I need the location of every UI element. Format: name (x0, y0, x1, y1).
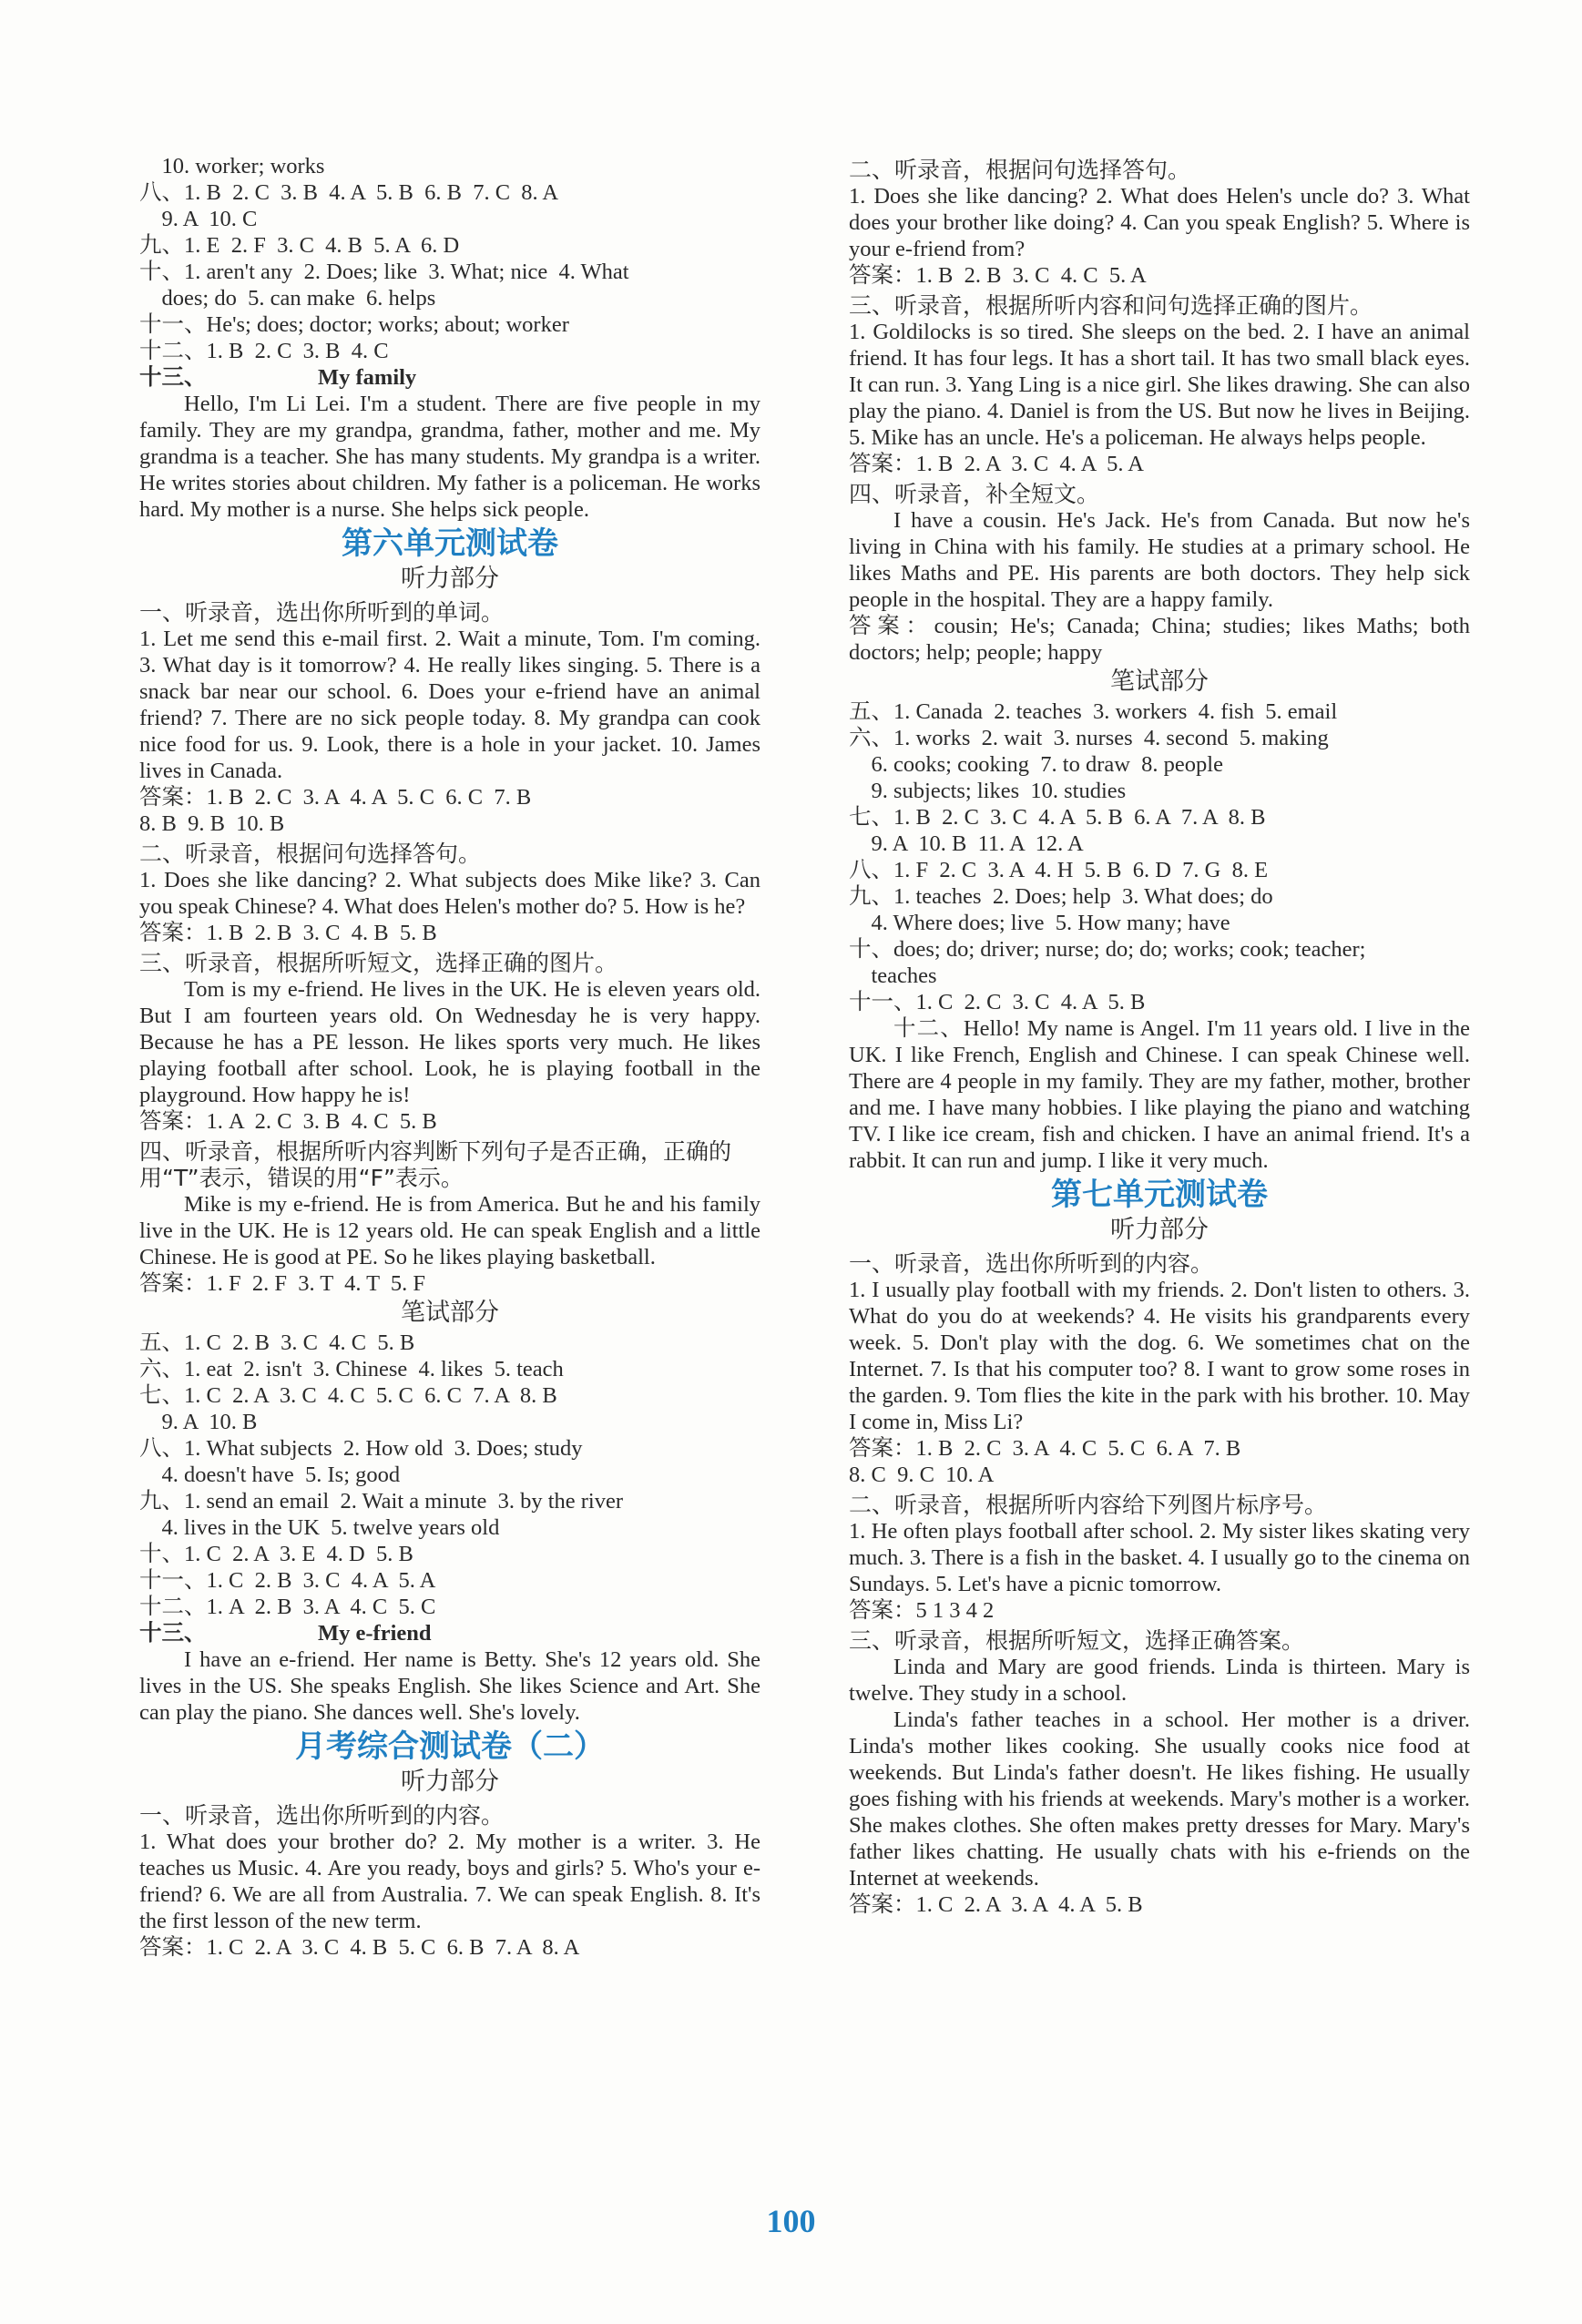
answer-line: 九、1. teaches 2. Does; help 3. What does; do (849, 884, 1273, 909)
answer-line: 答案：1. B 2. A 3. C 4. A 5. A (849, 452, 1145, 476)
unit-title: 第七单元测试卷 (1051, 1177, 1268, 1213)
passage: Tom is my e-friend. He lives in the UK. He is eleven years old. But I am fourteen years old. On Wednesday he is very happy. Because he has a PE lesson. He likes sports very much. He likes playing football after school. Look, he is playing football in the playground. How happy he is! (139, 977, 760, 1107)
section-heading: 一、听录音，选出你所听到的内容。 (849, 1250, 1214, 1277)
answer-line: 十、1. aren't any 2. Does; like 3. What; nice 4. What (139, 260, 629, 284)
section-heading: 三、听录音，根据所听短文，选择正确的图片。 (139, 950, 618, 976)
answer-line: 十二、1. A 2. B 3. A 4. C 5. C (139, 1595, 436, 1619)
passage: Hello, I'm Li Lei. I'm a student. There are five people in my family. They are my grandpa, grandma, father, mother and me. My grandma is a teacher. She has many students. My grandpa is a writer. He writes stories about children. My father is a policeman. He works hard. My mother is a nurse. She helps sick people. (139, 392, 760, 522)
answer-line: 十一、1. C 2. C 3. C 4. A 5. B (849, 990, 1146, 1014)
answer-line: 4. doesn't have 5. Is; good (139, 1463, 401, 1487)
unit-title: 月考综合测试卷（二） (295, 1728, 605, 1765)
right-column (849, 153, 1470, 1918)
section-heading: 四、听录音，根据所听内容判断下列句子是否正确，正确的用“T”表示，错误的用“F”表示。 (139, 1138, 732, 1191)
answer-line: 6. cooks; cooking 7. to draw 8. people (849, 752, 1223, 777)
answer-line: 十二、1. B 2. C 3. B 4. C (139, 339, 389, 363)
section-heading: 四、听录音，补全短文。 (849, 481, 1100, 507)
answer-line: 答案：1. B 2. B 3. C 4. B 5. B (139, 921, 437, 945)
essay-title: 十三、 My family (139, 365, 417, 390)
listening-script: 1. What does your brother do? 2. My mother is a writer. 3. He teaches us Music. 4. Are you ready, boys and girls? 5. Who's your e-friend? 6. We are all from Australia. 7. We can speak English. 8. It's the first lesson of the new term. (139, 1830, 760, 1933)
passage: 十二、Hello! My name is Angel. I'm 11 years old. I live in the UK. I like French, English and Chinese. I can speak Chinese well. There are 4 people in my family. They are my father, mother, brother and me. I have many hobbies. I like playing the piano and watching TV. I like ice cream, fish and chicken. I have an animal friend. It's a rabbit. It can run and jump. I like it very much. (849, 1016, 1470, 1173)
answer-line: 八、1. B 2. C 3. B 4. A 5. B 6. B 7. C 8. A (139, 180, 559, 205)
answer-line: 九、1. send an email 2. Wait a minute 3. by the river (139, 1489, 624, 1514)
section-heading: 一、听录音，选出你所听到的内容。 (139, 1802, 505, 1829)
answer-line: 七、1. C 2. A 3. C 4. C 5. C 6. C 7. A 8. B (139, 1383, 557, 1408)
listening-script: 1. I usually play football with my friends. 2. Don't listen to others. 3. What do you do at weekends? 4. He visits his grandparents every week. 5. Don't play with the dog. 6. We sometimes chat on the Internet. 7. Is that his computer too? 8. I want to grow some roses in the garden. 9. Tom flies the kite in the park with his brother. 10. May I come in, Miss Li? (849, 1278, 1470, 1434)
answer-line: 答案：1. B 2. C 3. A 4. A 5. C 6. C 7. B (139, 785, 532, 810)
section-heading: 一、听录音，选出你所听到的单词。 (139, 599, 505, 626)
section-heading: 二、听录音，根据问句选择答句。 (849, 157, 1191, 183)
listening-script: 1. Goldilocks is so tired. She sleeps on the bed. 2. I have an animal friend. It has four legs. It has a short tail. It has two small black eyes. It can run. 3. Yang Ling is a nice girl. She likes drawing. She can also play the piano. 4. Daniel is from the US. But now he lives in Beijing. 5. Mike has an uncle. He's a policeman. He always helps people. (849, 320, 1470, 450)
left-column (139, 153, 760, 1961)
answer-line: 八、1. What subjects 2. How old 3. Does; study (139, 1436, 583, 1461)
passage: Linda's father teaches in a school. Her mother is a driver. Linda's mother likes cooking. She usually cooks nice food at weekends. But Linda's father doesn't. He likes fishing. He usually goes fishing with his friends at weekends. Mary's mother is a worker. She makes clothes. She often makes pretty dresses for Mary. Mary's father likes chatting. He usually chats with his e-friends on the Internet at weekends. (849, 1707, 1470, 1891)
answer-line: 六、1. works 2. wait 3. nurses 4. second 5. making (849, 726, 1329, 750)
part-heading: 笔试部分 (401, 1299, 499, 1327)
answer-line: 10. worker; works (139, 154, 325, 178)
answer-line: 五、1. Canada 2. teaches 3. workers 4. fish 5. email (849, 699, 1338, 724)
section-heading: 二、听录音，根据所听内容给下列图片标序号。 (849, 1492, 1328, 1518)
answer-line: 十一、He's; does; doctor; works; about; worker (139, 312, 569, 337)
answer-line: 答案：1. C 2. A 3. C 4. B 5. C 6. B 7. A 8. A (139, 1935, 580, 1960)
answer-line: 七、1. B 2. C 3. C 4. A 5. B 6. A 7. A 8. B (849, 805, 1266, 830)
part-heading: 笔试部分 (1110, 668, 1209, 696)
answer-line: 九、1. E 2. F 3. C 4. B 5. A 6. D (139, 233, 460, 258)
answer-line: 十、1. C 2. A 3. E 4. D 5. B (139, 1542, 413, 1566)
part-heading: 听力部分 (401, 565, 499, 593)
answer-line: 六、1. eat 2. isn't 3. Chinese 4. likes 5. teach (139, 1357, 564, 1381)
section-heading: 三、听录音，根据所听短文，选择正确答案。 (849, 1627, 1305, 1654)
answer-line: 8. B 9. B 10. B (139, 811, 285, 836)
listening-script: 1. Does she like dancing? 2. What subjects does Mike like? 3. Can you speak Chinese? 4. What does Helen's mother do? 5. How is he? (139, 868, 760, 919)
listening-script: 1. Does she like dancing? 2. What does Helen's uncle do? 3. What does your brother like doing? 4. Can you speak English? 5. Where is your e-friend from? (849, 184, 1470, 261)
answer-line: does; do 5. can make 6. helps (139, 286, 436, 311)
part-heading: 听力部分 (1110, 1216, 1209, 1244)
page-number: 100 (766, 2203, 816, 2239)
answer-line: 答案：5 1 3 4 2 (849, 1598, 995, 1623)
answer-line: 答案：1. B 2. B 3. C 4. C 5. A (849, 263, 1147, 288)
answer-line: teaches (849, 963, 937, 988)
passage: I have an e-friend. Her name is Betty. She's 12 years old. She lives in the US. She speaks English. She likes Science and Art. She can play the piano. She dances well. She's lovely. (139, 1647, 760, 1725)
answer-line: 9. A 10. B (139, 1410, 258, 1434)
answer-line: 八、1. F 2. C 3. A 4. H 5. B 6. D 7. G 8. E (849, 858, 1269, 882)
answer-line: 8. C 9. C 10. A (849, 1463, 995, 1487)
listening-script: 1. He often plays football after school. 2. My sister likes skating very much. 3. There is a fish in the basket. 4. I usually go to the cinema on Sundays. 5. Let's have a picnic tomorrow. (849, 1519, 1470, 1596)
answer-line: 答案：1. F 2. F 3. T 4. T 5. F (139, 1271, 426, 1296)
listening-script: 答案：cousin; He's; Canada; China; studies; likes Maths; both doctors; help; people; happy (849, 614, 1470, 665)
passage: Mike is my e-friend. He is from America. But he and his family live in the UK. He is 12 years old. He can speak English and a little Chinese. He is good at PE. So he likes playing basketball. (139, 1192, 760, 1269)
passage: I have a cousin. He's Jack. He's from Canada. But now he's living in China with his family. He studies at a primary school. He likes Maths and PE. His parents are both doctors. They help sick people in the hospital. They are a happy family. (849, 508, 1470, 612)
essay-title: 十三、 My e-friend (139, 1621, 432, 1646)
answer-line: 五、1. C 2. B 3. C 4. C 5. B (139, 1330, 415, 1355)
part-heading: 听力部分 (401, 1768, 499, 1796)
answer-line: 9. A 10. B 11. A 12. A (849, 831, 1084, 856)
section-heading: 二、听录音，根据问句选择答句。 (139, 841, 482, 867)
section-heading: 三、听录音，根据所听内容和问句选择正确的图片。 (849, 292, 1373, 319)
listening-script: 1. Let me send this e-mail first. 2. Wait a minute, Tom. I'm coming. 3. What day is it tomorrow? 4. He really likes singing. 5. There is a snack bar near our school. 6. Does your e-friend have an animal friend? 7. There are no sick people today. 8. My grandpa can cook nice food for us. 9. Look, there is a hole in your jacket. 10. James lives in Canada. (139, 627, 760, 783)
answer-line: 9. subjects; likes 10. studies (849, 779, 1127, 803)
answer-line: 答案：1. B 2. C 3. A 4. C 5. C 6. A 7. B (849, 1436, 1241, 1461)
answer-line: 答案：1. A 2. C 3. B 4. C 5. B (139, 1109, 437, 1134)
answer-line: 十一、1. C 2. B 3. C 4. A 5. A (139, 1568, 436, 1593)
answer-line: 十、does; do; driver; nurse; do; do; works; cook; teacher; (849, 937, 1366, 962)
unit-title: 第六单元测试卷 (342, 525, 558, 562)
passage: Linda and Mary are good friends. Linda is thirteen. Mary is twelve. They study in a school. (849, 1655, 1470, 1706)
answer-line: 4. lives in the UK 5. twelve years old (139, 1515, 500, 1540)
answer-line: 9. A 10. C (139, 207, 258, 231)
answer-line: 答案：1. C 2. A 3. A 4. A 5. B (849, 1892, 1143, 1917)
answer-line: 4. Where does; live 5. How many; have (849, 911, 1230, 935)
